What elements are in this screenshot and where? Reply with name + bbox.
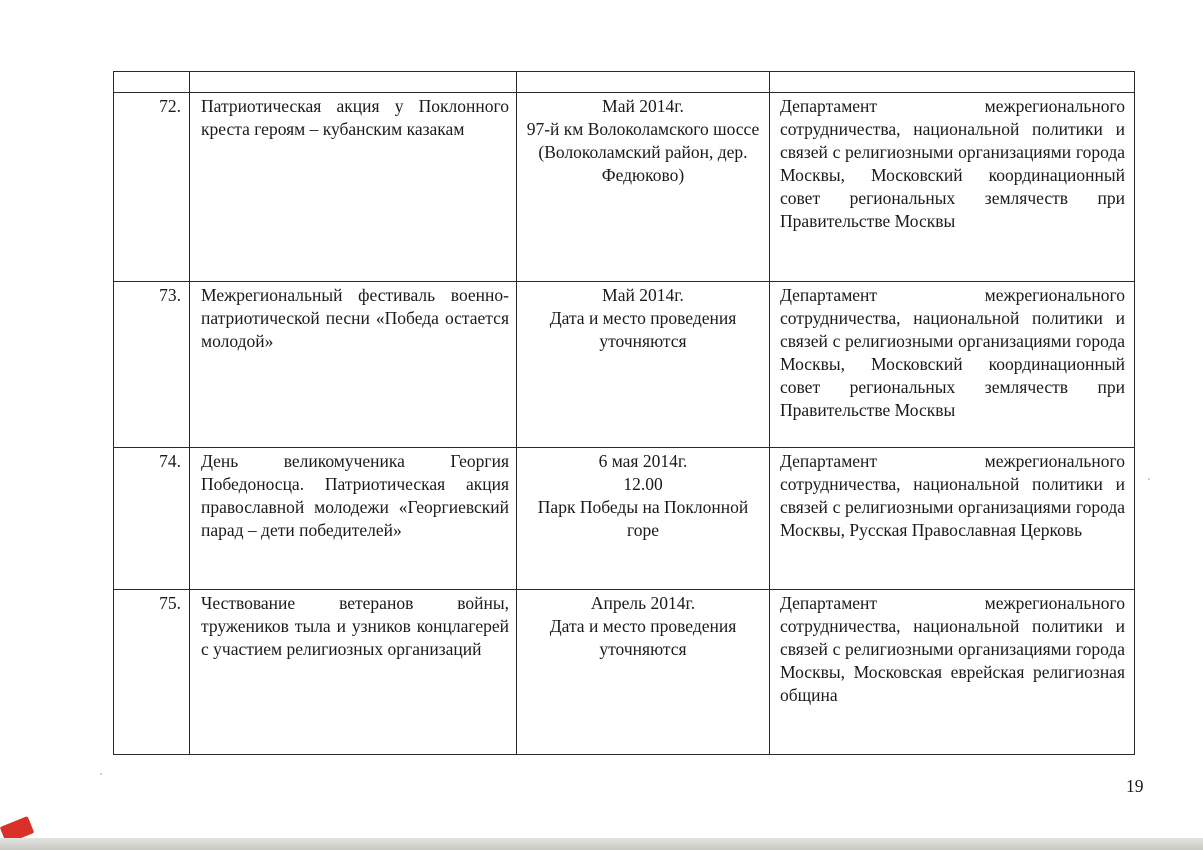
- scan-speck: [100, 773, 102, 775]
- event-date-place: Май 2014г. Дата и место проведения уточняются: [517, 282, 770, 448]
- empty-cell: [770, 72, 1135, 93]
- event-name: Чествование ветеранов войны, тружеников тыла и узников концлагерей с участием религиозных организаций: [190, 590, 517, 755]
- empty-cell: [114, 72, 190, 93]
- event-organizers: Департамент межрегионального сотрудничества, национальной политики и связей с религиозными организациями города Москвы, Московский координационный совет региональных землячеств при Правительстве Москвы: [770, 93, 1135, 282]
- event-date-place: Апрель 2014г. Дата и место проведения уточняются: [517, 590, 770, 755]
- event-organizers: Департамент межрегионального сотрудничества, национальной политики и связей с религиозными организациями города Москвы, Русская Православная Церковь: [770, 448, 1135, 590]
- event-name: Патриотическая акция у Поклонного креста героям – кубанским казакам: [190, 93, 517, 282]
- empty-cell: [190, 72, 517, 93]
- row-number: 75.: [114, 590, 190, 755]
- row-number: 73.: [114, 282, 190, 448]
- table-row: [114, 282, 1135, 448]
- event-date-place: Май 2014г. 97-й км Волоколамского шоссе (Волоколамский район, дер. Федюково): [517, 93, 770, 282]
- table-row: [114, 448, 1135, 590]
- table-row: [114, 93, 1135, 282]
- row-number: 72.: [114, 93, 190, 282]
- scan-speck: [1148, 478, 1150, 480]
- table-top-row: [114, 72, 1135, 93]
- events-table: [113, 71, 1135, 755]
- event-name: День великомученика Георгия Победоносца. Патриотическая акция православной молодежи «Георгиевский парад – дети победителей»: [190, 448, 517, 590]
- row-number: 74.: [114, 448, 190, 590]
- event-date-place: 6 мая 2014г. 12.00 Парк Победы на Поклонной горе: [517, 448, 770, 590]
- event-name: Межрегиональный фестиваль военно-патриотической песни «Победа остается молодой»: [190, 282, 517, 448]
- table-row: [114, 590, 1135, 755]
- event-organizers: Департамент межрегионального сотрудничества, национальной политики и связей с религиозными организациями города Москвы, Московская еврейская религиозная община: [770, 590, 1135, 755]
- scan-edge: [0, 838, 1203, 850]
- event-organizers: Департамент межрегионального сотрудничества, национальной политики и связей с религиозными организациями города Москвы, Московский координационный совет региональных землячеств при Правительстве Москвы: [770, 282, 1135, 448]
- empty-cell: [517, 72, 770, 93]
- page-number: 19: [1126, 776, 1144, 796]
